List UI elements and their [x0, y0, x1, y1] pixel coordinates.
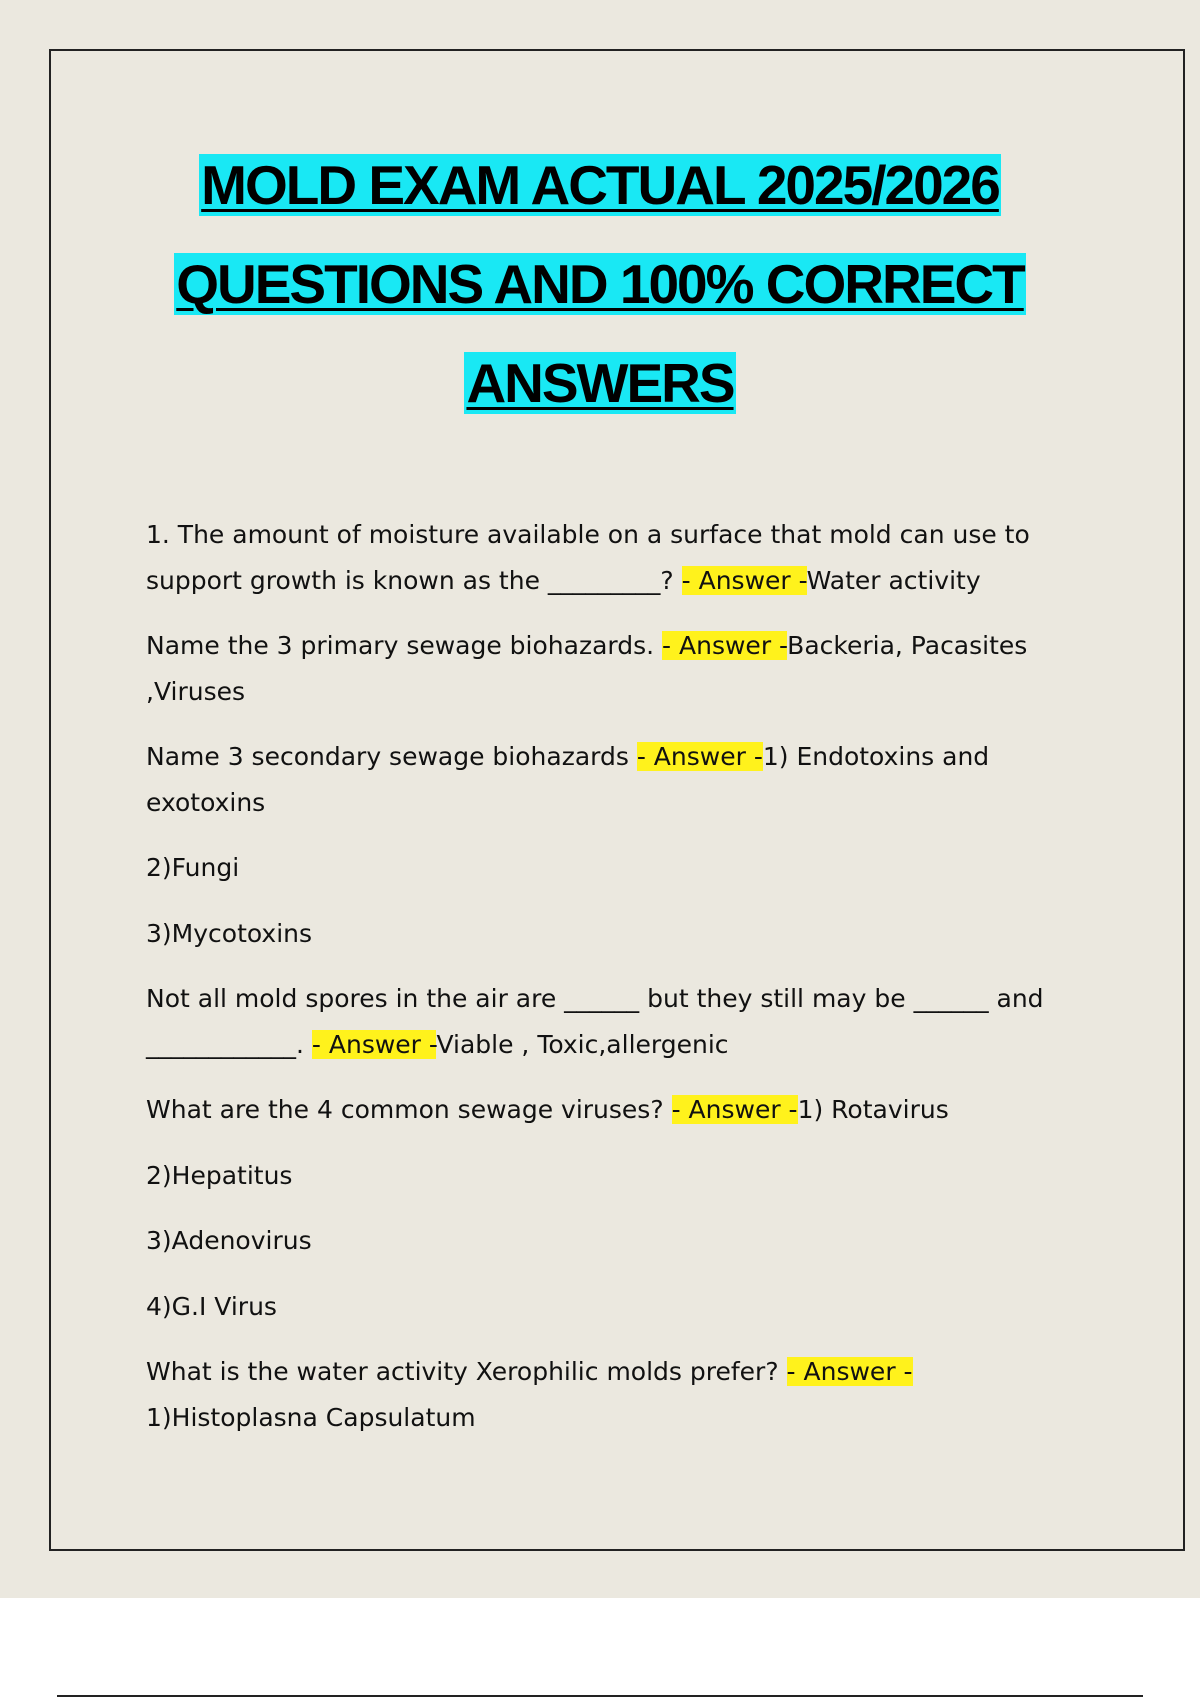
answer-marker: - Answer -	[786, 1357, 913, 1386]
title-line-3: ANSWERS	[466, 352, 734, 414]
document-title	[0, 136, 1200, 433]
qa-item	[146, 1349, 1086, 1440]
list-item: 3)Adenovirus	[146, 1226, 312, 1255]
question-text: 1. The amount of moisture available on a surface that mold can use to support growth is known as the _________?	[146, 520, 1030, 595]
qa-item	[146, 623, 1086, 714]
answer-marker: - Answer -	[311, 1029, 437, 1059]
answer-marker: - Answer -	[671, 1095, 798, 1124]
qa-list	[146, 512, 1086, 1460]
answer-marker: - Answer -	[662, 631, 788, 660]
question-text: What are the 4 common sewage viruses?	[146, 1095, 664, 1124]
qa-item	[146, 734, 1086, 825]
list-item: 2)Fungi	[146, 853, 240, 882]
answer-text: Viable , Toxic,allergenic	[436, 1029, 729, 1059]
page-divider	[57, 1695, 1143, 1697]
qa-item	[146, 976, 1086, 1067]
question-text: Not all mold spores in the air are ______ but they still may be ______ and ____________.	[146, 984, 1044, 1059]
question-text: Name the 3 primary sewage biohazards.	[146, 631, 655, 660]
qa-item	[146, 1087, 1086, 1133]
title-line-2: QUESTIONS AND 100% CORRECT	[176, 253, 1024, 315]
answer-text: Backeria, Pacasites ,Viruses	[146, 631, 1028, 706]
answer-text: 1) Endotoxins and exotoxins	[146, 742, 990, 817]
answer-text: 1) Rotavirus	[797, 1095, 949, 1124]
answer-marker: - Answer -	[636, 742, 763, 771]
list-item: 3)Mycotoxins	[146, 918, 313, 948]
answer-text: Water activity	[806, 565, 981, 595]
answer-text: 1)Histoplasna Capsulatum	[146, 1402, 476, 1432]
title-line-1: MOLD EXAM ACTUAL 2025/2026	[201, 154, 999, 216]
qa-item	[146, 512, 1086, 603]
answer-marker: - Answer -	[681, 565, 807, 595]
list-item: 2)Hepatitus	[146, 1160, 293, 1190]
list-item: 4)G.I Virus	[146, 1291, 277, 1321]
question-text: Name 3 secondary sewage biohazards	[146, 742, 629, 771]
question-text: What is the water activity Xerophilic molds prefer?	[146, 1357, 779, 1386]
